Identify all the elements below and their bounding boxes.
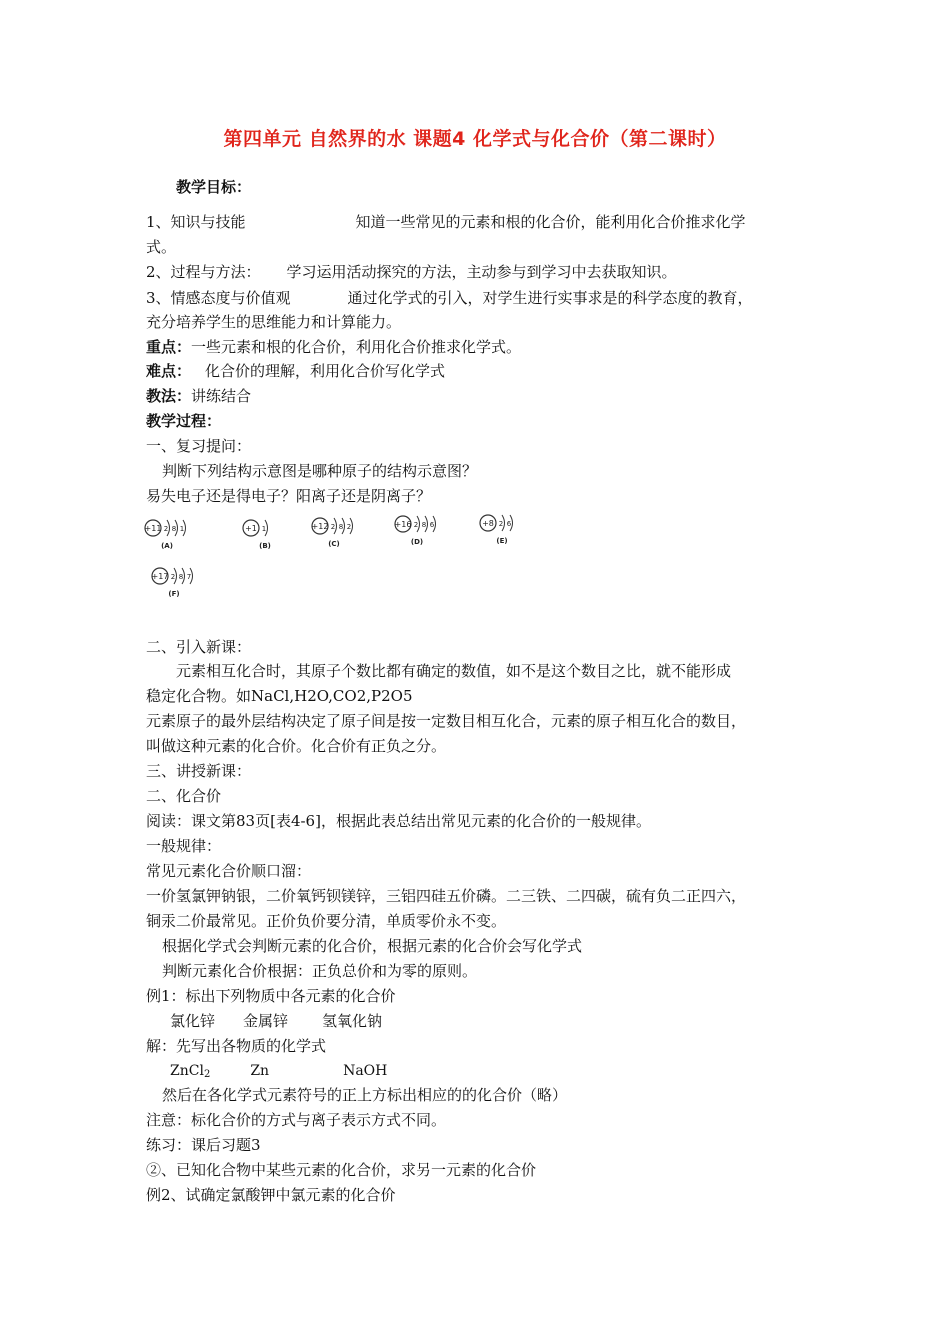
objective-attitude-cont: 充分培养学生的思维能力和计算能力。 — [146, 313, 402, 331]
review-heading: 一、复习提问： — [146, 437, 252, 455]
objective-knowledge-text: 知道一些常见的元素和根的化合价，能利用化合价推求化学 — [355, 213, 746, 231]
formula-zncl2-subscript: 2 — [203, 1069, 211, 1080]
intro-paragraph-1-cont: 稳定化合物。如NaCl,H2O,CO2,P2O5 — [146, 687, 413, 705]
key-point-text: 一些元素和根的化合价，利用化合价推求化学式。 — [191, 338, 522, 356]
example2: 例2、试确定氯酸钾中氯元素的化合价 — [146, 1186, 396, 1204]
difficulty-text: 化合价的理解，利用化合价写化学式 — [205, 362, 446, 380]
example1-then: 然后在各化学式元素符号的正上方标出相应的的化合价（略） — [162, 1086, 568, 1104]
review-question-1: 判断下列结构示意图是哪种原子的结构示意图？ — [162, 462, 478, 480]
method-text: 讲练结合 — [191, 387, 252, 405]
shell-electron-count: 2 — [330, 523, 336, 531]
lesson-subheading: 二、化合价 — [146, 787, 222, 805]
lesson-heading: 三、讲授新课： — [146, 762, 252, 780]
diagram-label: (F) — [168, 590, 180, 598]
formula-naoh: NaOH — [343, 1063, 388, 1079]
nucleus-label: +12 — [311, 522, 329, 531]
nucleus-label: +1 — [245, 524, 257, 533]
objective-process-label: 2、过程与方法： — [146, 263, 261, 281]
shell-electron-count: 8 — [338, 523, 344, 531]
shell-electron-count: 1 — [179, 525, 185, 533]
atom-diagram — [480, 515, 513, 545]
intro-paragraph-1: 元素相互化合时，其原子个数比都有确定的数值，如不是这个数目之比，就不能形成 — [176, 662, 732, 680]
method-label: 教法： — [146, 387, 192, 405]
shell-electron-count: 7 — [186, 573, 192, 581]
shell-electron-count: 8 — [171, 525, 177, 533]
example1-solution: 解：先写出各物质的化学式 — [146, 1037, 327, 1055]
diagram-label: (B) — [259, 542, 271, 550]
shell-electron-count: 2 — [413, 521, 419, 529]
atom-diagram — [243, 520, 271, 550]
example1-formulas — [146, 1060, 834, 1086]
intro-paragraph-2: 元素原子的最外层结构决定了原子间是按一定数目相互化合，元素的原子相互化合的数目， — [146, 712, 747, 730]
objective-knowledge-cont: 式。 — [146, 238, 177, 256]
rhyme-heading: 常见元素化合价顺口溜： — [146, 862, 312, 880]
objective-process-text: 学习运用活动探究的方法，主动参与到学习中去获取知识。 — [286, 263, 677, 281]
rhyme-line-2: 铜汞二价最常见。正价负价要分清，单质零价永不变。 — [146, 912, 507, 930]
lesson-note-1: 根据化学式会判断元素的化合价，根据元素的化合价会写化学式 — [162, 937, 583, 955]
review-question-2: 易失电子还是得电子？阳离子还是阴离子？ — [146, 487, 432, 505]
page-title: 第四单元 自然界的水 课题4 化学式与化合价（第二课时） — [223, 128, 727, 150]
lesson-reading: 阅读：课文第83页[表4-6]，根据此表总结出常见元素的化合价的一般规律。 — [146, 812, 651, 830]
substance-2: 金属锌 — [243, 1012, 289, 1030]
formula-zn: Zn — [250, 1063, 270, 1079]
substance-1: 氯化锌 — [170, 1012, 216, 1030]
formula-zncl2 — [170, 1063, 210, 1079]
intro-heading: 二、引入新课： — [146, 638, 252, 656]
example1-attention: 注意：标化合价的方式与离子表示方式不同。 — [146, 1111, 447, 1129]
diagram-label: (E) — [496, 537, 508, 545]
shell-electron-count: 1 — [261, 525, 267, 533]
rhyme-line-1: 一价氢氯钾钠银，二价氧钙钡镁锌，三铝四硅五价磷。二三铁、二四碳，硫有负二正四六， — [146, 887, 747, 905]
atom-diagram — [312, 518, 353, 548]
nucleus-label: +8 — [482, 519, 494, 528]
objective-attitude-text: 通过化学式的引入，对学生进行实事求是的科学态度的教育， — [347, 289, 753, 307]
substance-3: 氢氧化钠 — [322, 1012, 383, 1030]
intro-paragraph-2-cont: 叫做这种元素的化合价。化合价有正负之分。 — [146, 737, 447, 755]
shell-electron-count: 2 — [163, 525, 169, 533]
nucleus-label: +17 — [151, 572, 169, 581]
shell-electron-count: 2 — [346, 523, 352, 531]
objectives-heading: 教学目标： — [176, 178, 252, 196]
example1-substances — [146, 1010, 834, 1032]
shell-electron-count: 2 — [498, 520, 504, 528]
atom-structure-diagrams — [0, 0, 950, 620]
lesson-note-2: 判断元素化合价根据：正负总价和为零的原则。 — [162, 962, 478, 980]
formula-zncl2-main: ZnCl — [170, 1063, 204, 1079]
example1-question: 例1：标出下列物质中各元素的化合价 — [146, 987, 396, 1005]
nucleus-label: +11 — [144, 524, 162, 533]
lesson-rule: 一般规律： — [146, 837, 222, 855]
difficulty-label: 难点： — [146, 362, 192, 380]
shell-electron-count: 2 — [170, 573, 176, 581]
practice: 练习：课后习题3 — [146, 1136, 261, 1154]
atom-diagram — [145, 520, 186, 550]
atom-diagram — [395, 516, 436, 546]
diagram-label: (A) — [161, 542, 173, 550]
item-2: ②、已知化合物中某些元素的化合价，求另一元素的化合价 — [146, 1161, 537, 1179]
key-point-label: 重点： — [146, 338, 192, 356]
atom-diagram — [152, 568, 193, 598]
shell-electron-count: 8 — [178, 573, 184, 581]
objective-attitude-label: 3、情感态度与价值观 — [146, 289, 291, 307]
shell-electron-count: 6 — [429, 521, 435, 529]
process-heading: 教学过程： — [146, 412, 222, 430]
objective-knowledge-label: 1、知识与技能 — [146, 213, 246, 231]
shell-electron-count: 6 — [506, 520, 512, 528]
shell-electron-count: 8 — [421, 521, 427, 529]
diagram-label: (C) — [328, 540, 340, 548]
nucleus-label: +16 — [394, 520, 412, 529]
diagram-label: (D) — [410, 538, 424, 546]
